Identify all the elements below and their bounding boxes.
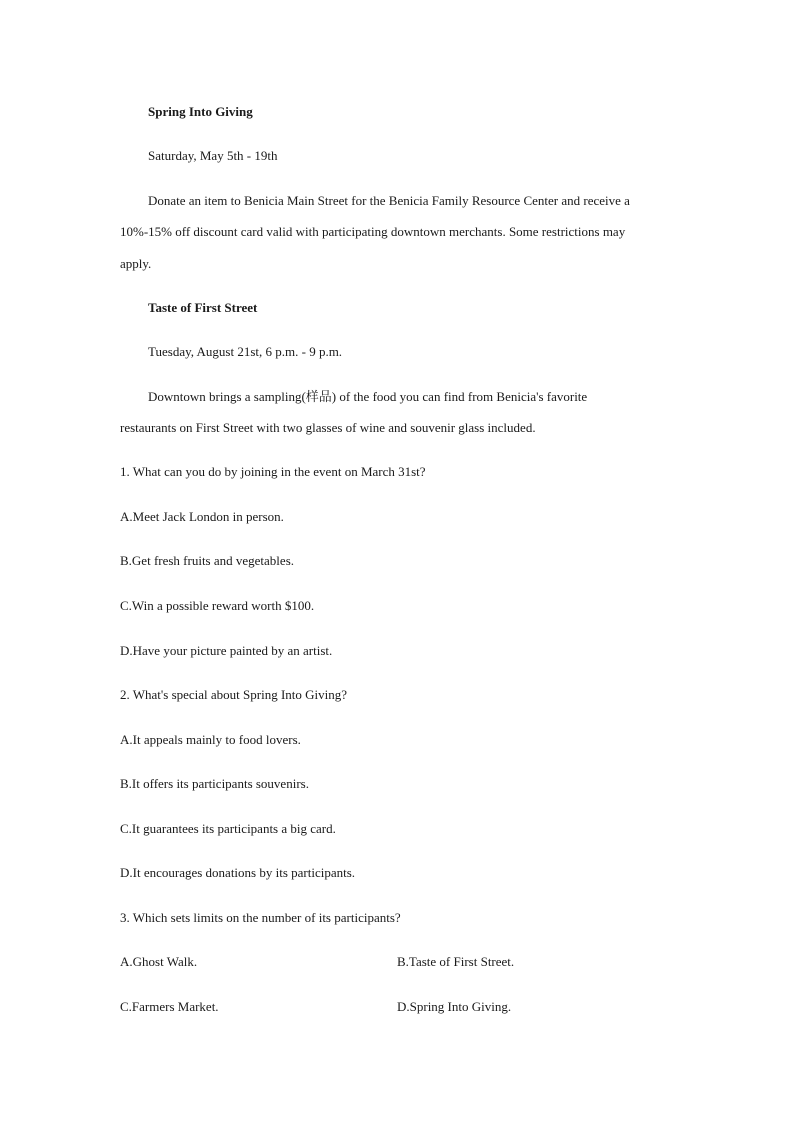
question-2-stem: 2. What's special about Spring Into Giving? xyxy=(120,687,348,702)
section-date-spring-into-giving: Saturday, May 5th - 19th xyxy=(148,148,278,163)
section-desc-line: 10%-15% off discount card valid with participating downtown merchants. Some restrictions may xyxy=(120,224,626,239)
question-1-stem: 1. What can you do by joining in the event on March 31st? xyxy=(120,464,426,479)
section-desc-line: Downtown brings a sampling(样品) of the food you can find from Benicia's favorite xyxy=(148,389,588,404)
question-3-option-a: A.Ghost Walk. xyxy=(120,954,198,969)
question-1-option-c: C.Win a possible reward worth $100. xyxy=(120,598,315,613)
question-1-option-b: B.Get fresh fruits and vegetables. xyxy=(120,553,295,568)
question-1-option-a: A.Meet Jack London in person. xyxy=(120,509,284,524)
section-date-taste-of-first-street: Tuesday, August 21st, 6 p.m. - 9 p.m. xyxy=(148,344,343,359)
question-3-stem: 3. Which sets limits on the number of its participants? xyxy=(120,910,401,925)
question-2-option-c: C.It guarantees its participants a big card. xyxy=(120,821,336,836)
section-title-spring-into-giving: Spring Into Giving xyxy=(148,104,253,119)
question-3-option-b: B.Taste of First Street. xyxy=(397,954,515,969)
section-desc-line: Donate an item to Benicia Main Street for the Benicia Family Resource Center and receive a xyxy=(148,193,630,208)
section-desc-line: apply. xyxy=(120,256,152,271)
section-title-taste-of-first-street: Taste of First Street xyxy=(148,300,258,315)
question-3-option-d: D.Spring Into Giving. xyxy=(397,999,512,1014)
question-2-option-b: B.It offers its participants souvenirs. xyxy=(120,776,309,791)
question-1-option-d: D.Have your picture painted by an artist. xyxy=(120,643,333,658)
question-2-option-d: D.It encourages donations by its participants. xyxy=(120,865,356,880)
section-desc-line: restaurants on First Street with two glasses of wine and souvenir glass included. xyxy=(120,420,536,435)
question-3-option-c: C.Farmers Market. xyxy=(120,999,219,1014)
question-2-option-a: A.It appeals mainly to food lovers. xyxy=(120,732,301,747)
